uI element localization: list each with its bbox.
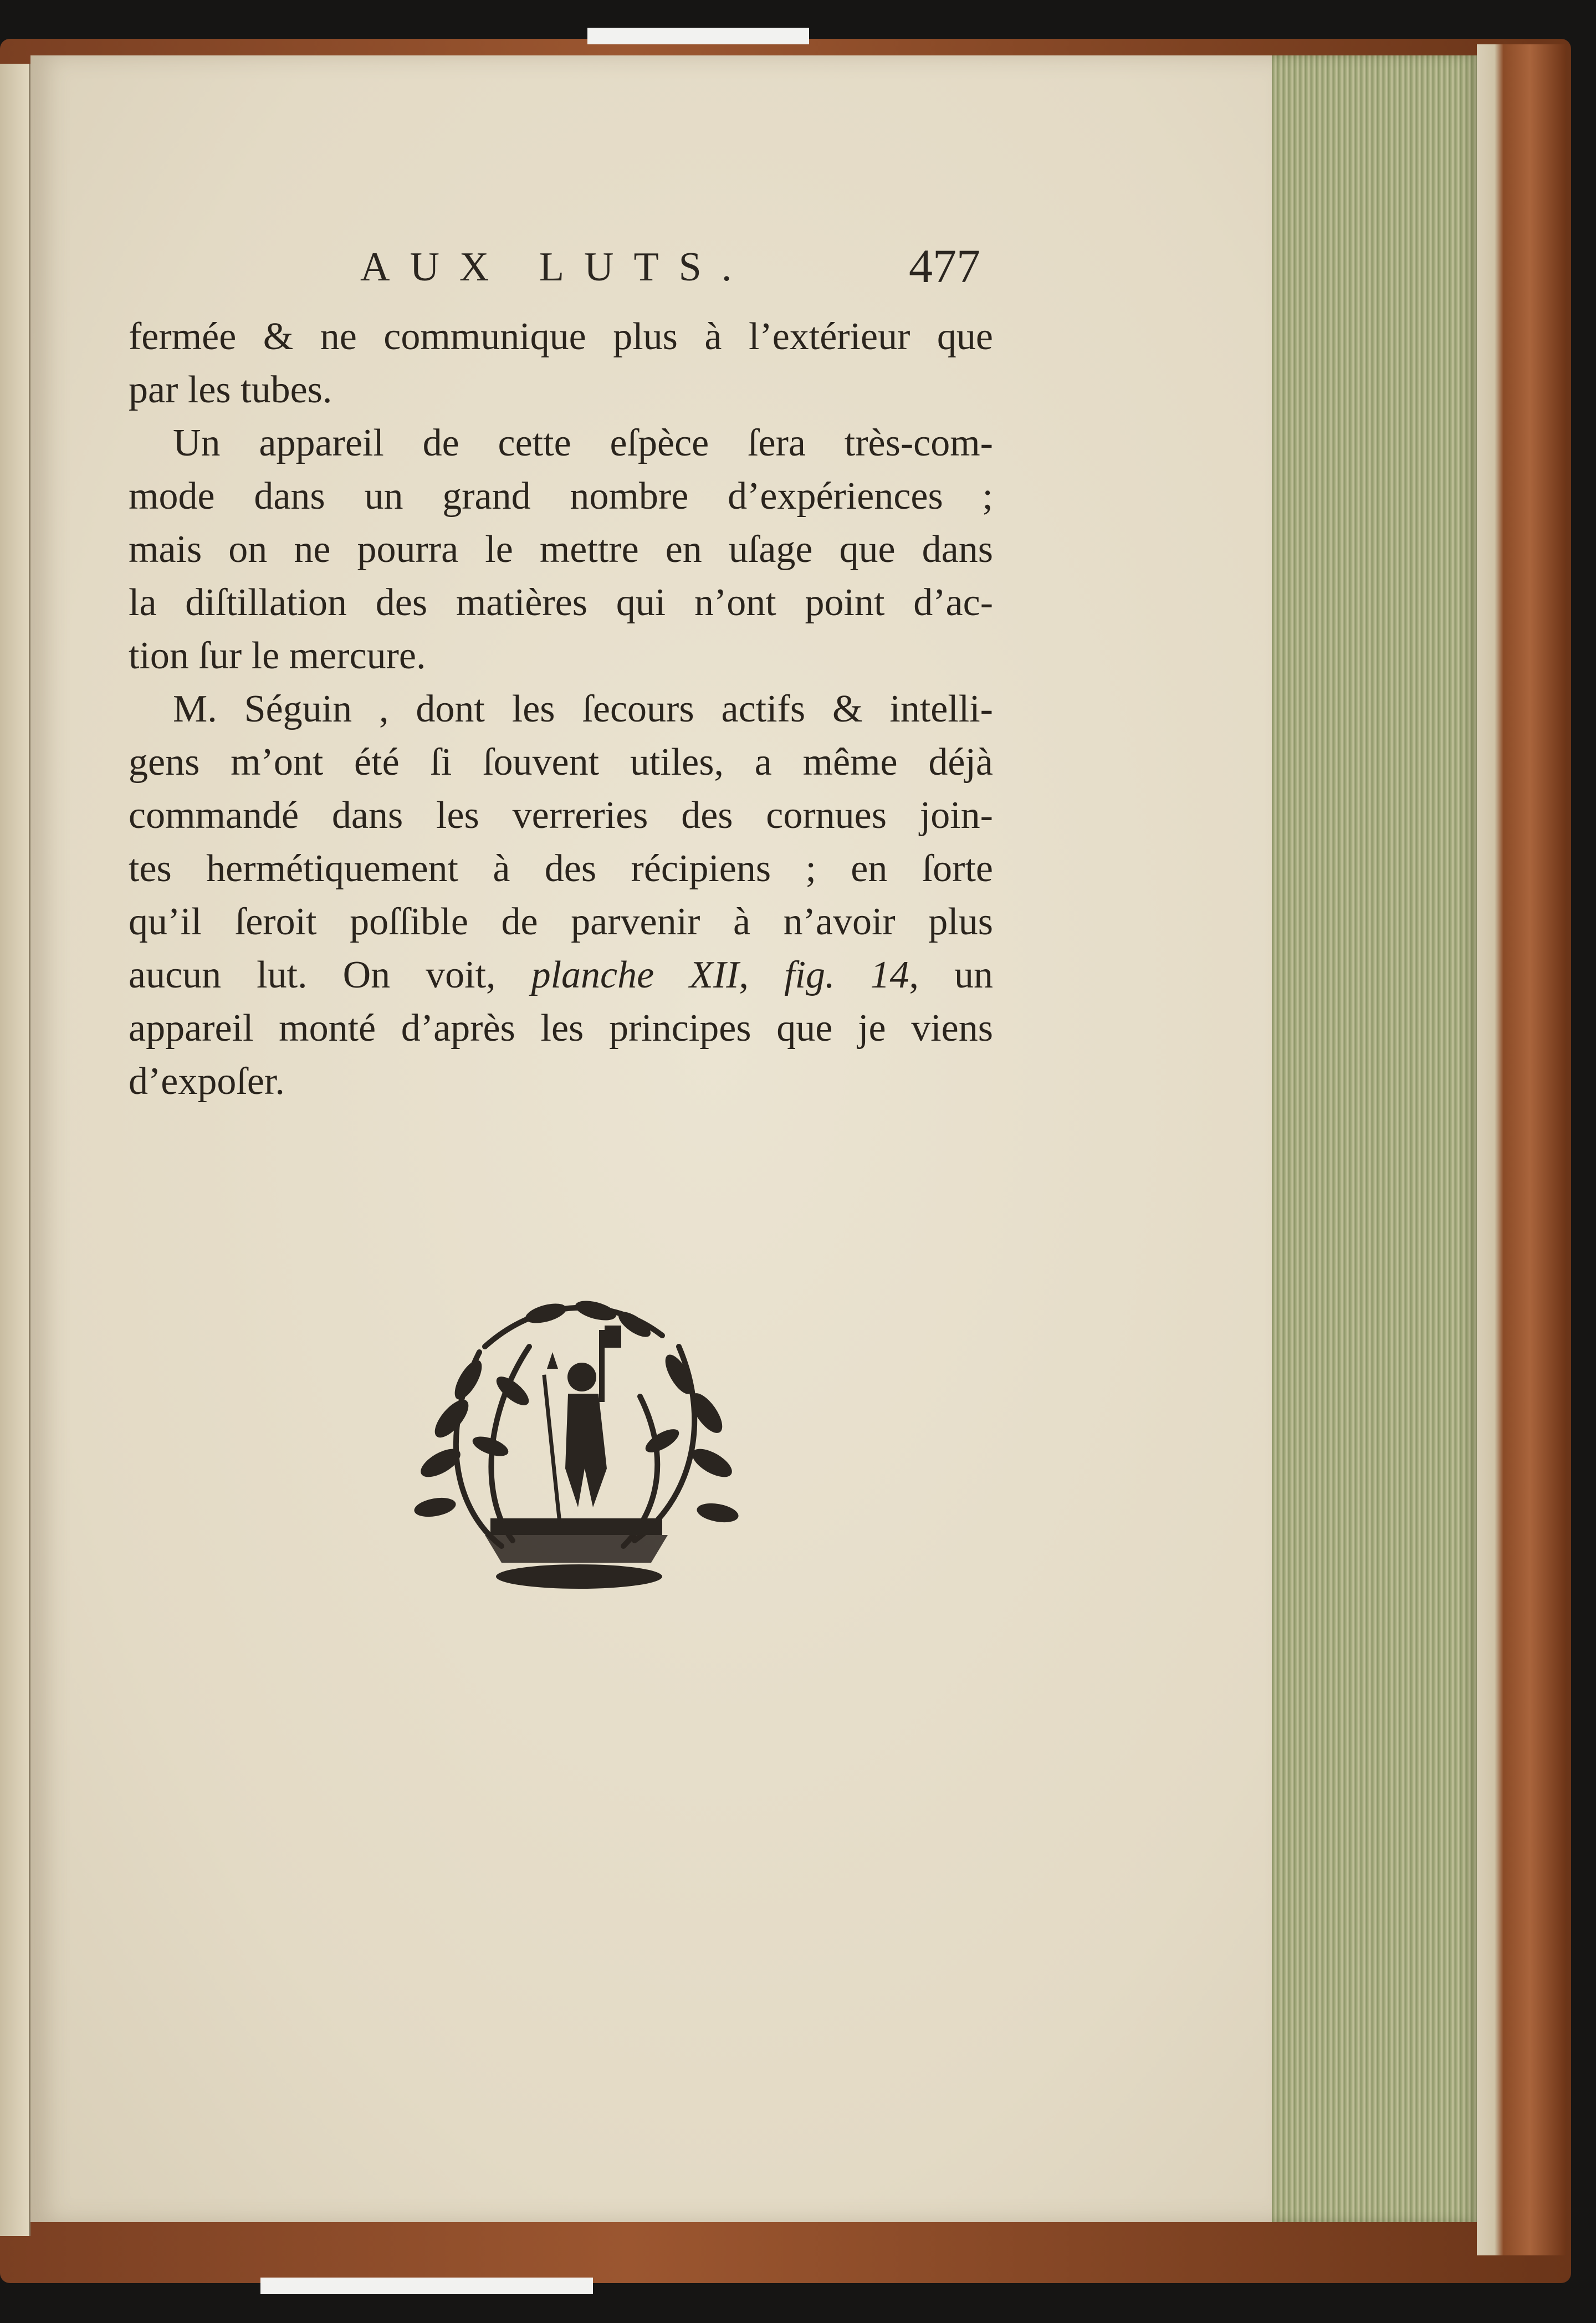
paragraph-1 <box>129 310 993 417</box>
running-title: AUX LUTS. <box>360 244 752 290</box>
text-line: fermée & ne communique plus à l’extérieur que <box>129 315 993 358</box>
plate-reference: planche XII <box>531 954 739 996</box>
text-line: gens m’ont été ſi ſouvent utiles, a même déjà <box>129 741 993 784</box>
text-line: mode dans un grand nombre d’expériences ; <box>129 475 993 518</box>
paper-tab-top <box>587 28 809 44</box>
text-line: tes hermétiquement à des récipiens ; en ſorte <box>129 847 993 890</box>
text-span: , <box>739 954 785 996</box>
page-block-edges <box>1272 55 1477 2222</box>
text-line: M. Séguin , dont les ſecours actifs & intelli- <box>173 688 993 730</box>
text-line: Un appareil de cette eſpèce ſera très-com- <box>173 422 993 464</box>
body-text <box>129 310 993 1108</box>
text-line: commandé dans les verreries des cornues join- <box>129 794 993 837</box>
text-line: mais on ne pourra le mettre en uſage que dans <box>129 528 993 571</box>
text-line: d’expoſer. <box>129 1060 285 1103</box>
page-number: 477 <box>909 239 980 293</box>
paragraph-3 <box>129 683 993 1108</box>
vignette-figure-with-spear-in-laurel-wreath-icon <box>402 1286 751 1596</box>
back-board <box>1477 44 1566 2255</box>
text-line: tion ſur le mercure. <box>129 635 426 677</box>
text-span: , un <box>909 954 994 996</box>
text-span: aucun lut. On voit, <box>129 954 531 996</box>
text-line: par les tubes. <box>129 369 332 411</box>
figure-reference: fig. 14 <box>784 954 909 996</box>
text-line-with-figure-reference <box>129 949 993 1002</box>
left-page-edge <box>0 64 30 2236</box>
text-line: qu’il ſeroit poſſible de parvenir à n’avoir plus <box>129 900 993 943</box>
paragraph-2 <box>129 417 993 683</box>
text-line: appareil monté d’après les principes que je viens <box>129 1007 993 1050</box>
paper-tab-bottom <box>260 2278 593 2294</box>
text-line: la diſtillation des matières qui n’ont point d’ac- <box>129 581 993 624</box>
